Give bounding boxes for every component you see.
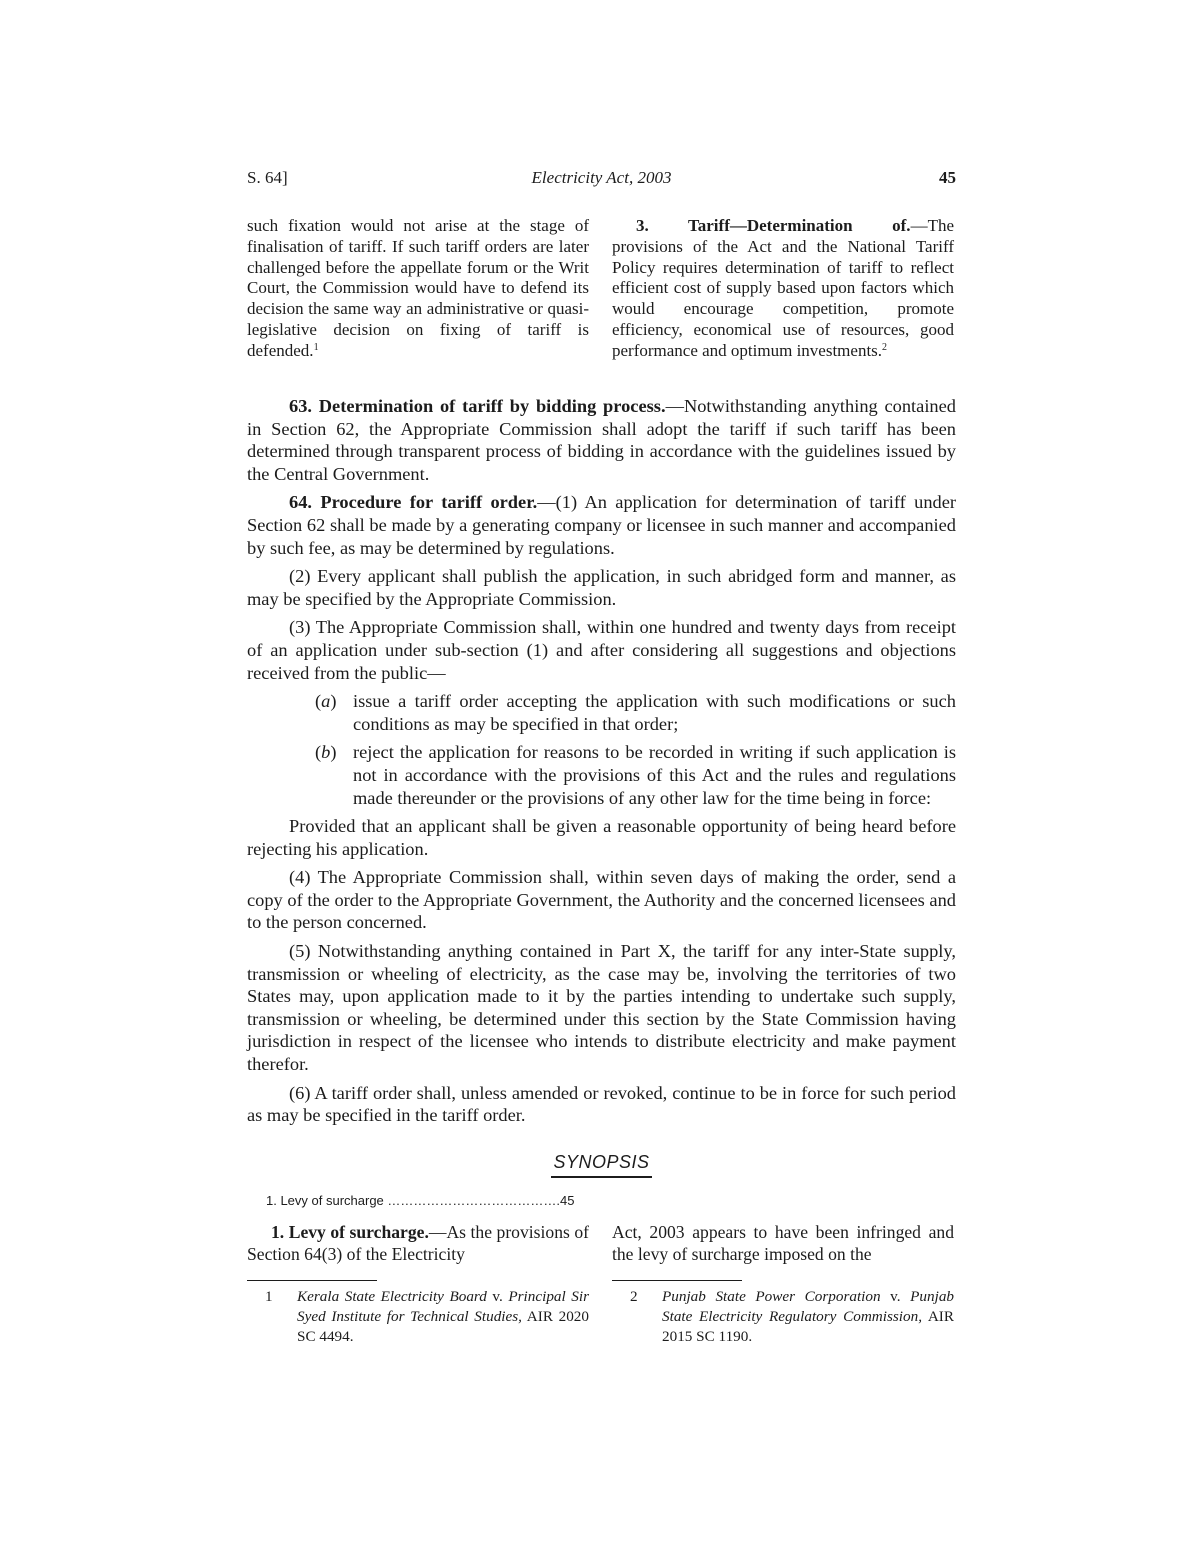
footnote-1 (247, 1287, 589, 1347)
commentary-paragraph: Act, 2003 appears to have been infringed and the levy of surcharge imposed on the (612, 1222, 954, 1264)
commentary-paragraph: 3. Tariff—Determination of.—The provisions of the Act and the National Tariff Policy requires determination of tariff to reflect efficient cost of supply based upon factors which would encourage competition, promote efficiency, economical use of resources, good performance and optimum investments.$^2$ (612, 216, 954, 360)
clause-label: (b) (315, 742, 337, 763)
clause-a (247, 690, 956, 735)
statute-body (247, 395, 956, 1133)
section-64-1: 64. Procedure for tariff order.—(1) An application for determination of tariff under Section 62 shall be made by a generating company or licensee in such manner and accompanied by such fee, as may be determined by regulations. (247, 492, 956, 558)
footnote-marker: 2 (882, 341, 888, 353)
commentary-left-column (247, 1222, 589, 1265)
footnote-text: Kerala State Electricity Board v. Principal Sir Syed Institute for Technical Studies, AIR 2020 SC 4494. (297, 1288, 589, 1345)
page-number: 45 (939, 168, 956, 187)
commentary-right-column (612, 1222, 954, 1265)
footnote-divider (612, 1280, 742, 1281)
clause-label: (a) (315, 691, 337, 712)
upper-left-column (247, 216, 589, 362)
footnote-divider (247, 1280, 377, 1281)
section-heading: 64. Procedure for tariff order. (289, 492, 538, 513)
footnote-number: 2 (630, 1288, 638, 1305)
proviso: Provided that an applicant shall be given a reasonable opportunity of being heard before rejecting his application. (247, 816, 956, 859)
commentary-paragraph: 1. Levy of surcharge.—As the provisions of Section 64(3) of the Electricity (247, 1222, 589, 1264)
section-64-4: (4) The Appropriate Commission shall, within seven days of making the order, send a copy of the order to the Appropriate Government, the Authority and the concerned licensees and to the person concerned. (247, 867, 956, 933)
footnote-text: Punjab State Power Corporation v. Punjab State Electricity Regulatory Commission, AIR 2015 SC 1190. (662, 1288, 955, 1345)
synopsis-entry: 1. Levy of surcharge ………………………………….45 (266, 1193, 575, 1208)
commentary-heading: 1. Levy of surcharge. (271, 1222, 429, 1242)
clause-text: issue a tariff order accepting the application with such modifications or such conditions as may be specified in that order; (353, 691, 956, 734)
commentary-paragraph: such fixation would not arise at the stage of finalisation of tariff. If such tariff orders are later challenged before the appellate forum or the Writ Court, the Commission would have to defend its decision the same way an administrative or quasi-legislative decision on fixing of tariff is defended.$^1$ (247, 216, 589, 360)
clause-text: reject the application for reasons to be recorded in writing if such application is not in accordance with the provisions of this Act and the rules and regulations made thereunder or the provisions of any other law for the time being in force: (353, 742, 956, 808)
section-reference: S. 64] (247, 168, 288, 187)
commentary-heading: 3. Tariff—Determination of. (636, 216, 911, 235)
section-63: 63. Determination of tariff by bidding process.—Notwithstanding anything contained in Section 62, the Appropriate Commission shall adopt the tariff if such tariff has been determined through transparent process of bidding in accordance with the guidelines issued by the Central Government. (247, 396, 956, 484)
running-title: Electricity Act, 2003 (531, 168, 672, 187)
footnote-marker: 1 (313, 341, 319, 353)
section-64-2: (2) Every applicant shall publish the application, in such abridged form and manner, as may be specified by the Appropriate Commission. (247, 566, 956, 609)
upper-right-column (612, 216, 954, 362)
footnote-number: 1 (265, 1288, 273, 1305)
footnote-2 (612, 1287, 954, 1347)
clause-b (247, 741, 956, 809)
section-64-6: (6) A tariff order shall, unless amended or revoked, continue to be in force for such period as may be specified in the tariff order. (247, 1082, 956, 1126)
page-header (247, 168, 956, 192)
section-heading: 63. Determination of tariff by bidding process. (289, 396, 666, 416)
section-64-5: (5) Notwithstanding anything contained in Part X, the tariff for any inter-State supply, transmission or wheeling of electricity, as the case may be, involving the territories of two States may, upon application made to it by the parties intending to undertake such supply, transmission or wheeling, be determined under this section by the State Commission having jurisdiction in respect of the licensee who intends to distribute electricity and make payment therefor. (247, 941, 956, 1075)
section-64-3: (3) The Appropriate Commission shall, within one hundred and twenty days from receipt of an application under sub-section (1) and after considering all suggestions and objections received from the public— (247, 617, 956, 683)
synopsis-heading: SYNOPSIS (247, 1152, 956, 1178)
